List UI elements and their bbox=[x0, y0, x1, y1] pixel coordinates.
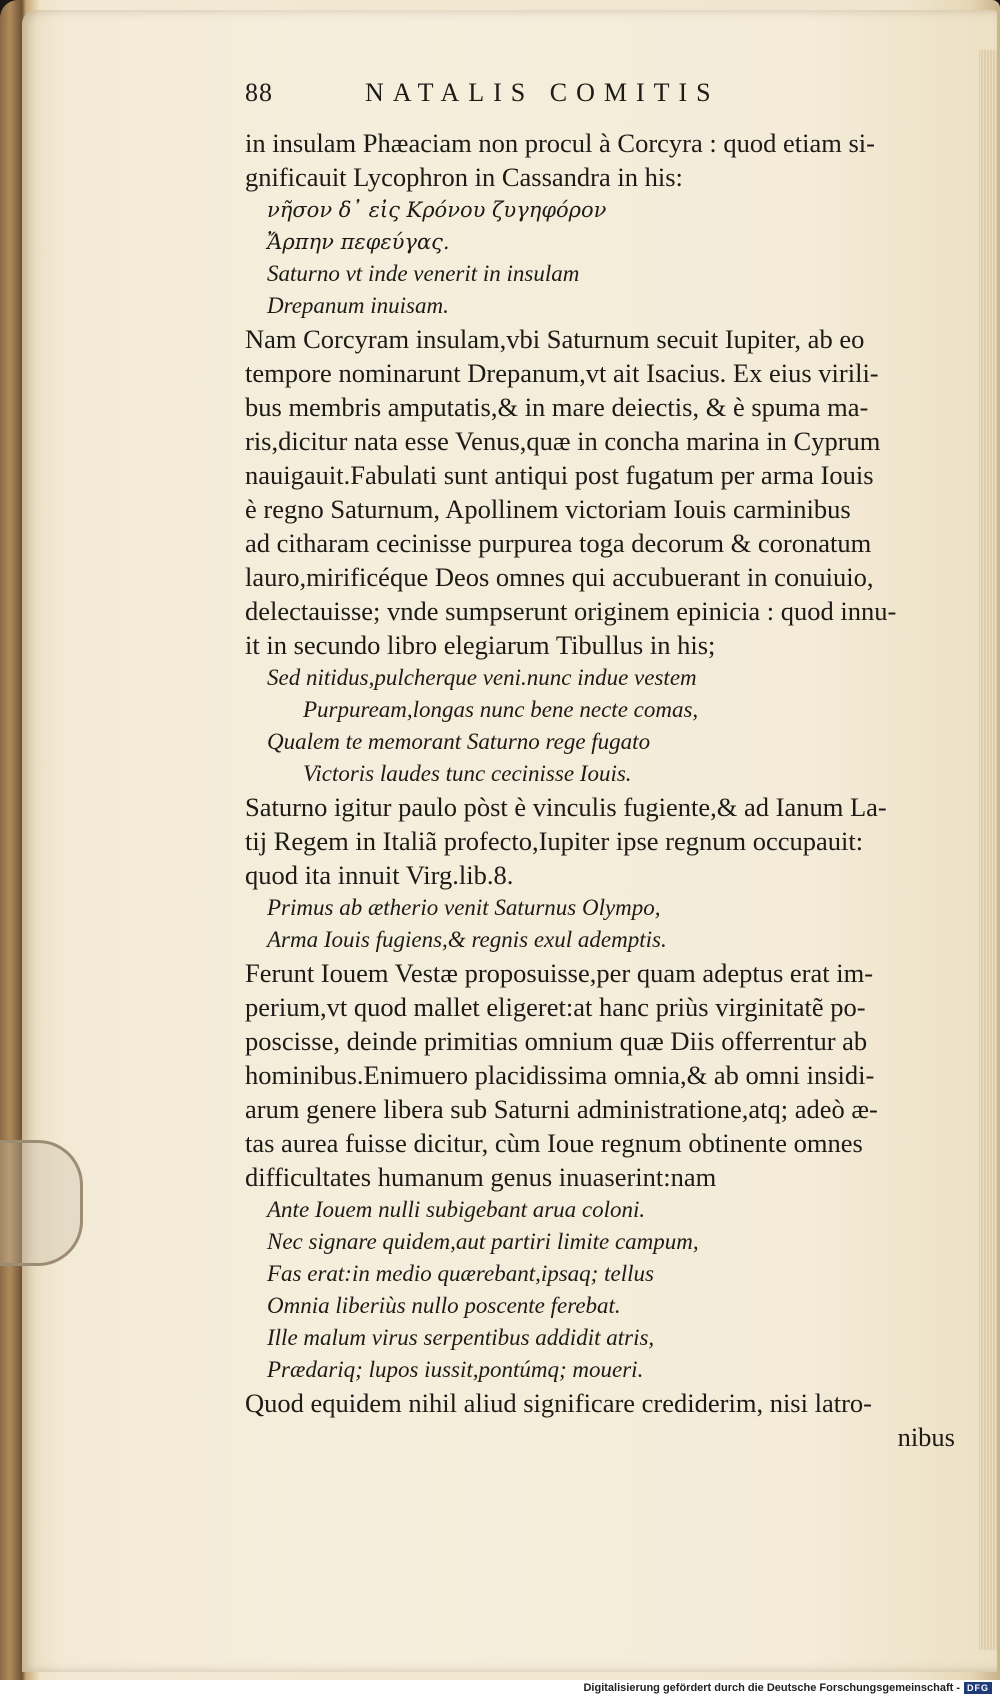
verse-line: Qualem te memorant Saturno rege fugato bbox=[267, 729, 651, 754]
digitization-footer bbox=[0, 1680, 1000, 1696]
prose-line: poscisse, deinde primitias omnium quæ Diis offerrentur ab bbox=[245, 1026, 868, 1056]
prose-line: quod ita innuit Virg.lib.8. bbox=[245, 860, 514, 890]
verse-line: Sed nitidus,pulcherque veni.nunc indue vestem bbox=[267, 665, 697, 690]
verse-line: Drepanum inuisam. bbox=[267, 293, 449, 318]
folio-number: 88 bbox=[245, 78, 273, 107]
prose-line: gnificauit Lycophron in Cassandra in his: bbox=[245, 162, 683, 192]
verse-line: Prædariq; lupos iussit,pontúmq; moueri. bbox=[267, 1357, 644, 1382]
verse-line: Primus ab ætherio venit Saturnus Olympo, bbox=[267, 895, 661, 920]
page-edge bbox=[979, 50, 997, 1650]
page-clip bbox=[0, 1140, 83, 1266]
prose-line: tempore nominarunt Drepanum,vt ait Isacius. Ex eius virili- bbox=[245, 358, 879, 388]
page-text bbox=[245, 78, 965, 1454]
prose-line: Saturno igitur paulo pòst è vinculis fugiente,& ad Ianum La- bbox=[245, 792, 887, 822]
catchword: nibus bbox=[897, 1422, 955, 1452]
prose-line: tas aurea fuisse dicitur, cùm Ioue regnum obtinente omnes bbox=[245, 1128, 863, 1158]
footer-credit: Digitalisierung gefördert durch die Deutsche Forschungsgemeinschaft - bbox=[583, 1682, 960, 1694]
prose-line: hominibus.Enimuero placidissima omnia,& ab omni insidi- bbox=[245, 1060, 875, 1090]
prose-line: ad citharam cecinisse purpurea toga decorum & coronatum bbox=[245, 528, 872, 558]
verse-line: Ille malum virus serpentibus addidit atris, bbox=[267, 1325, 655, 1350]
prose-line: delectauisse; vnde sumpserunt originem epinicia : quod innu- bbox=[245, 596, 897, 626]
prose-line: Quod equidem nihil aliud significare crediderim, nisi latro- bbox=[245, 1388, 872, 1418]
prose-line: tij Regem in Italiã profecto,Iupiter ipse regnum occupauit: bbox=[245, 826, 864, 856]
prose-line: lauro,mirificéque Deos omnes qui accubuerant in conuiuio, bbox=[245, 562, 874, 592]
verse-line: Purpuream,longas nunc bene necte comas, bbox=[303, 697, 699, 722]
verse-line: Fas erat:in medio quærebant,ipsaq; tellus bbox=[267, 1261, 654, 1286]
dfg-logo: DFG bbox=[964, 1682, 992, 1694]
verse-line: Arma Iouis fugiens,& regnis exul ademptis. bbox=[267, 927, 667, 952]
prose-line: arum genere libera sub Saturni administratione,atq; adeò æ- bbox=[245, 1094, 878, 1124]
prose-line: perium,vt quod mallet eligeret:at hanc priùs virginitatẽ po- bbox=[245, 992, 866, 1022]
running-title: NATALIS COMITIS bbox=[365, 78, 720, 107]
verse-line: νῆσον δ᾽ εἰς Κρόνου ζυγηφόρον bbox=[267, 198, 607, 222]
prose-line: Nam Corcyram insulam,vbi Saturnum secuit Iupiter, ab eo bbox=[245, 324, 865, 354]
prose-line: ris,dicitur nata esse Venus,quæ in concha marina in Cyprum bbox=[245, 426, 881, 456]
prose-line: bus membris amputatis,& in mare deiectis, & è spuma ma- bbox=[245, 392, 869, 422]
verse-line: Omnia liberiùs nullo poscente ferebat. bbox=[267, 1293, 621, 1318]
prose-line: it in secundo libro elegiarum Tibullus in his; bbox=[245, 630, 716, 660]
page-header bbox=[245, 78, 965, 126]
verse-line: Ante Iouem nulli subigebant arua coloni. bbox=[267, 1197, 646, 1222]
prose-line: in insulam Phæaciam non procul à Corcyra : quod etiam si- bbox=[245, 128, 875, 158]
verse-line: Saturno vt inde venerit in insulam bbox=[267, 261, 580, 286]
verse-line: Victoris laudes tunc cecinisse Iouis. bbox=[303, 761, 632, 786]
prose-line: nauigauit.Fabulati sunt antiqui post fugatum per arma Iouis bbox=[245, 460, 874, 490]
prose-line: Ferunt Iouem Vestæ proposuisse,per quam adeptus erat im- bbox=[245, 958, 874, 988]
prose-line: difficultates humanum genus inuaserint:nam bbox=[245, 1162, 717, 1192]
body-text bbox=[245, 126, 965, 1454]
verse-line: Nec signare quidem,aut partiri limite campum, bbox=[267, 1229, 699, 1254]
verse-line: Ἄρπην πεφεύγας. bbox=[267, 230, 450, 254]
prose-line: è regno Saturnum, Apollinem victoriam Iouis carminibus bbox=[245, 494, 851, 524]
